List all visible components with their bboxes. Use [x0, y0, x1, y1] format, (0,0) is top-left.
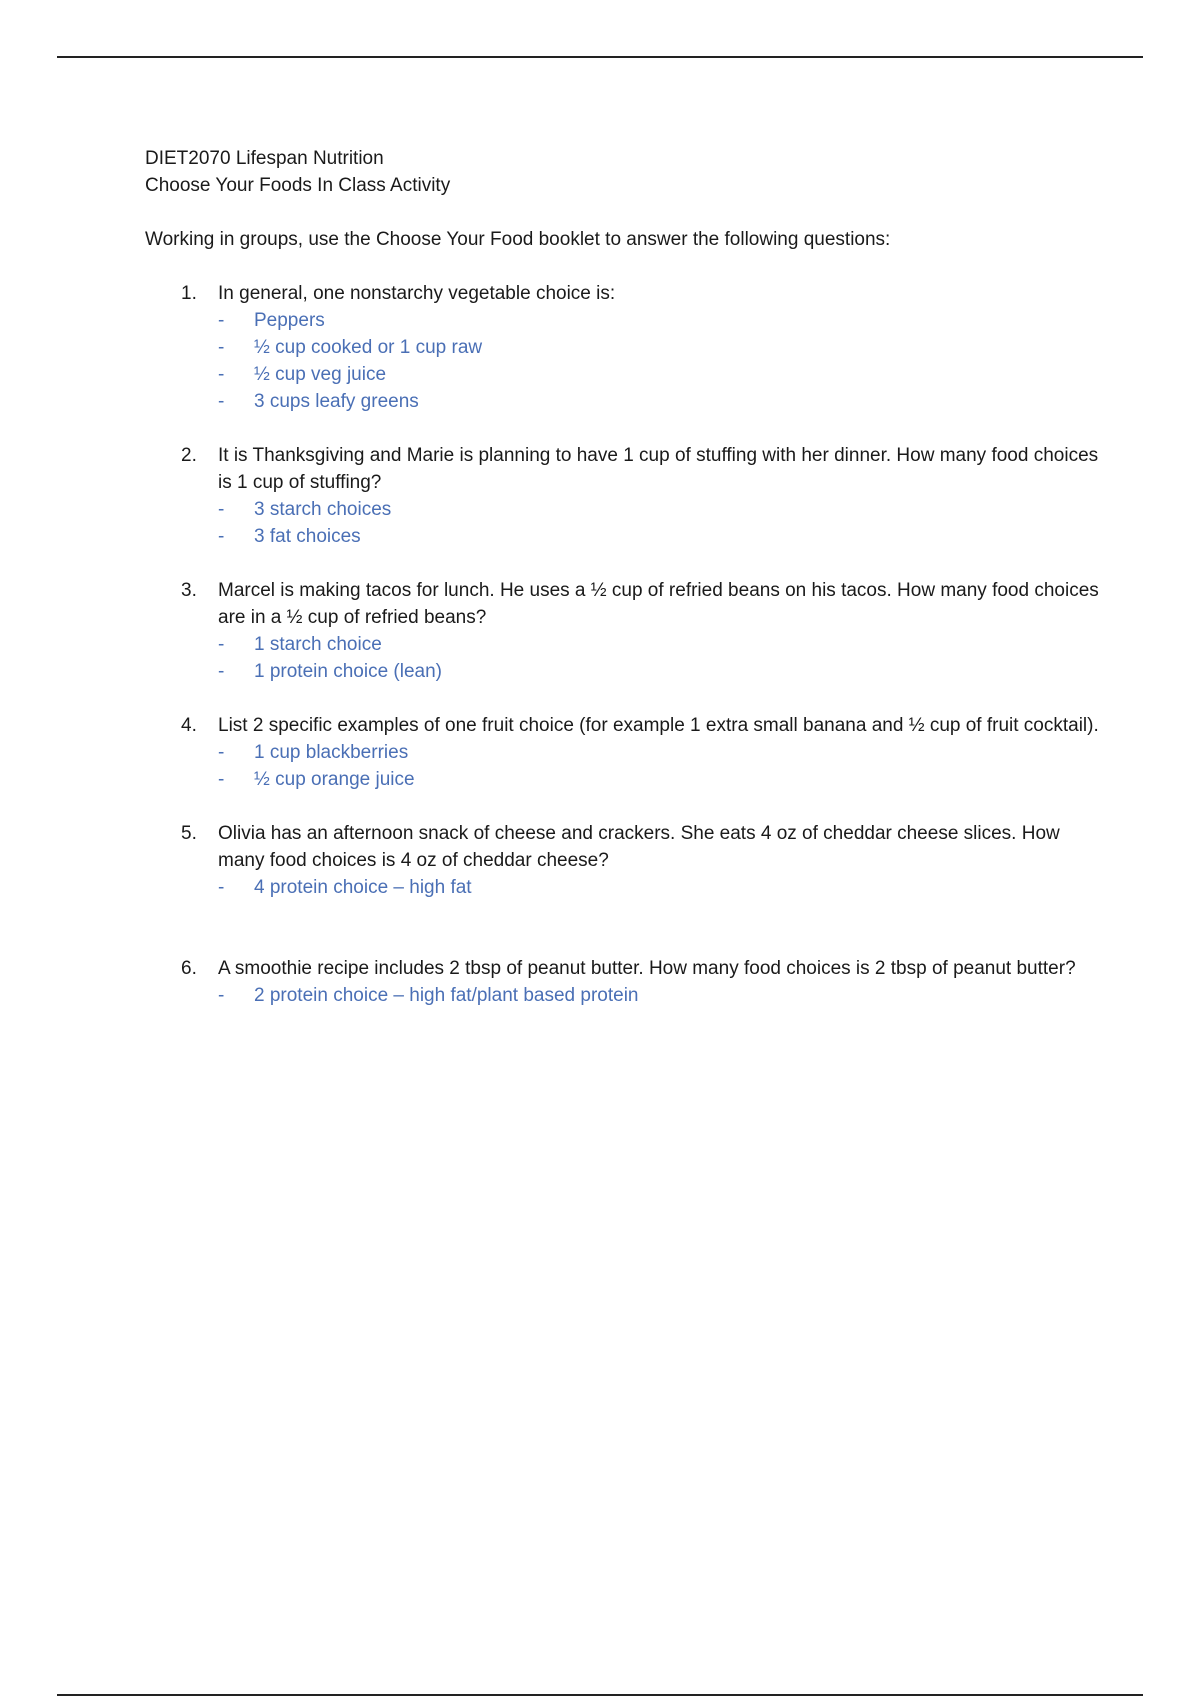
dash-bullet: - — [218, 391, 225, 412]
answer-text: 1 cup blackberries — [254, 742, 409, 763]
answer-item — [218, 388, 1105, 415]
answer-text: ½ cup orange juice — [254, 769, 415, 790]
question-text: It is Thanksgiving and Marie is planning to have 1 cup of stuffing with her dinner. How many food choices is 1 cup of stuffing? — [218, 445, 1099, 493]
question-text: List 2 specific examples of one fruit choice (for example 1 extra small banana and ½ cup of fruit cocktail). — [218, 715, 1099, 736]
question-5 — [145, 820, 1105, 901]
answer-text: 3 fat choices — [254, 526, 361, 547]
dash-bullet: - — [218, 364, 225, 385]
dash-bullet: - — [218, 634, 225, 655]
question-number: 5. — [181, 823, 197, 844]
answer-text: 4 protein choice – high fat — [254, 877, 472, 898]
answer-item — [218, 658, 1105, 685]
question-3 — [145, 577, 1105, 685]
instructions: Working in groups, use the Choose Your Food booklet to answer the following questions: — [145, 229, 891, 250]
question-text: A smoothie recipe includes 2 tbsp of peanut butter. How many food choices is 2 tbsp of peanut butter? — [218, 958, 1076, 979]
answer-text: 3 cups leafy greens — [254, 391, 419, 412]
question-number: 4. — [181, 715, 197, 736]
answer-item — [218, 307, 1105, 334]
answer-item — [218, 631, 1105, 658]
answer-text: 3 starch choices — [254, 499, 392, 520]
bottom-divider — [57, 1694, 1143, 1696]
answer-list — [218, 631, 1105, 685]
question-number: 1. — [181, 283, 197, 304]
question-4 — [145, 712, 1105, 793]
dash-bullet: - — [218, 310, 225, 331]
dash-bullet: - — [218, 742, 225, 763]
answer-item — [218, 523, 1105, 550]
dash-bullet: - — [218, 985, 225, 1006]
dash-bullet: - — [218, 337, 225, 358]
dash-bullet: - — [218, 769, 225, 790]
top-divider — [57, 56, 1143, 58]
dash-bullet: - — [218, 661, 225, 682]
question-2 — [145, 442, 1105, 550]
answer-item — [218, 361, 1105, 388]
answer-text: ½ cup cooked or 1 cup raw — [254, 337, 483, 358]
question-text: In general, one nonstarchy vegetable choice is: — [218, 283, 616, 304]
dash-bullet: - — [218, 877, 225, 898]
answer-item — [218, 766, 1105, 793]
answer-item — [218, 334, 1105, 361]
answer-text: 1 protein choice (lean) — [254, 661, 442, 682]
activity-title: Choose Your Foods In Class Activity — [145, 175, 451, 196]
question-list — [145, 280, 1105, 1009]
answer-text: 2 protein choice – high fat/plant based protein — [254, 985, 639, 1006]
question-6 — [145, 955, 1105, 1009]
dash-bullet: - — [218, 499, 225, 520]
answer-item — [218, 874, 1105, 901]
answer-list — [218, 982, 1105, 1009]
document-page — [145, 145, 1105, 1009]
question-text: Olivia has an afternoon snack of cheese and crackers. She eats 4 oz of cheddar cheese slices. How many food choices is 4 oz of cheddar cheese? — [218, 823, 1060, 871]
question-number: 2. — [181, 445, 197, 466]
question-number: 6. — [181, 958, 197, 979]
question-1 — [145, 280, 1105, 415]
question-number: 3. — [181, 580, 197, 601]
answer-list — [218, 307, 1105, 415]
dash-bullet: - — [218, 526, 225, 547]
answer-text: 1 starch choice — [254, 634, 382, 655]
answer-list — [218, 739, 1105, 793]
question-text: Marcel is making tacos for lunch. He uses a ½ cup of refried beans on his tacos. How many food choices are in a ½ cup of refried beans? — [218, 580, 1099, 628]
answer-text: ½ cup veg juice — [254, 364, 387, 385]
answer-item — [218, 496, 1105, 523]
answer-item — [218, 739, 1105, 766]
course-title: DIET2070 Lifespan Nutrition — [145, 148, 384, 169]
answer-list — [218, 496, 1105, 550]
answer-item — [218, 982, 1105, 1009]
answer-text: Peppers — [254, 310, 325, 331]
answer-list — [218, 874, 1105, 901]
